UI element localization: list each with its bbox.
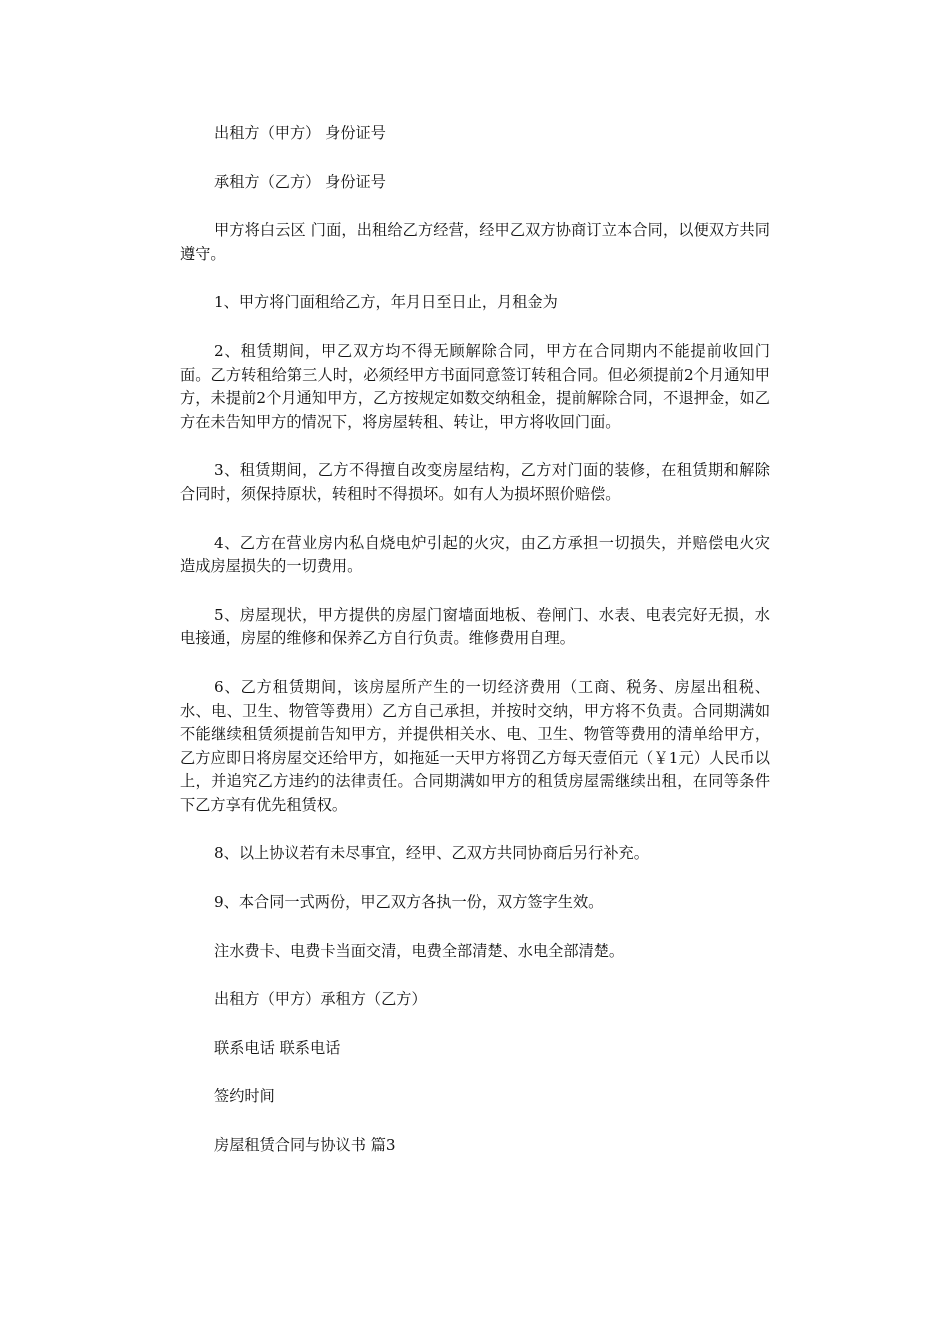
clause-6: 6、乙方租赁期间，该房屋所产生的一切经济费用（工商、税务、房屋出租税、水、电、卫生、物管等费用）乙方自己承担，并按时交纳，甲方将不负责。合同期满如不能继续租赁须提前告知甲方，并提供相关水、电、卫生、物管等费用的清单给甲方，乙方应即日将房屋交还给甲方，如拖延一天甲方将罚乙方每天壹佰元（￥1元）人民币以上，并追究乙方违约的法律责任。合同期满如甲方的租赁房屋需继续出租，在同等条件下乙方享有优先租赁权。 <box>180 677 770 814</box>
clause-4: 4、乙方在营业房内私自烧电炉引起的火灾，由乙方承担一切损失，并赔偿电火灾造成房屋损失的一切费用。 <box>180 533 770 576</box>
note-line: 注水费卡、电费卡当面交清，电费全部清楚、水电全部清楚。 <box>214 941 625 960</box>
section-heading: 房屋租赁合同与协议书 篇3 <box>214 1136 396 1155</box>
contract-intro: 甲方将白云区 门面，出租给乙方经营，经甲乙双方协商订立本合同，以便双方共同遵守。 <box>180 221 770 263</box>
lessee-id-line: 承租方（乙方） 身份证号 <box>214 172 386 191</box>
clause-2: 2、租赁期间，甲乙双方均不得无顾解除合同，甲方在合同期内不能提前收回门面。乙方转租给第三人时，必须经甲方书面同意签订转租合同。但必须提前2个月通知甲方，未提前2个月通知甲方，乙方按规定如数交纳租金，提前解除合同，不退押金，如乙方在未告知甲方的情况下，将房屋转租、转让，甲方将收回门面。 <box>180 341 770 431</box>
clause-8: 8、以上协议若有未尽事宜，经甲、乙双方共同协商后另行补充。 <box>214 844 649 863</box>
lessor-id-line: 出租方（甲方） 身份证号 <box>214 124 386 142</box>
signature-parties-line: 出租方（甲方）承租方（乙方） <box>214 990 427 1009</box>
signing-date-line: 签约时间 <box>214 1087 275 1106</box>
clause-3: 3、租赁期间，乙方不得擅自改变房屋结构，乙方对门面的装修，在租赁期和解除合同时，须保持原状，转租时不得损坏。如有人为损坏照价赔偿。 <box>180 461 770 503</box>
contact-phone-line: 联系电话 联系电话 <box>214 1038 341 1057</box>
clause-5: 5、房屋现状，甲方提供的房屋门窗墙面地板、卷闸门、水表、电表完好无损，水电接通，房屋的维修和保养乙方自行负责。维修费用自理。 <box>180 605 770 648</box>
clause-9: 9、本合同一式两份，甲乙双方各执一份，双方签字生效。 <box>214 893 604 912</box>
clause-1: 1、甲方将门面租给乙方，年月日至日止，月租金为 <box>214 293 558 312</box>
document-body <box>180 122 770 1183</box>
